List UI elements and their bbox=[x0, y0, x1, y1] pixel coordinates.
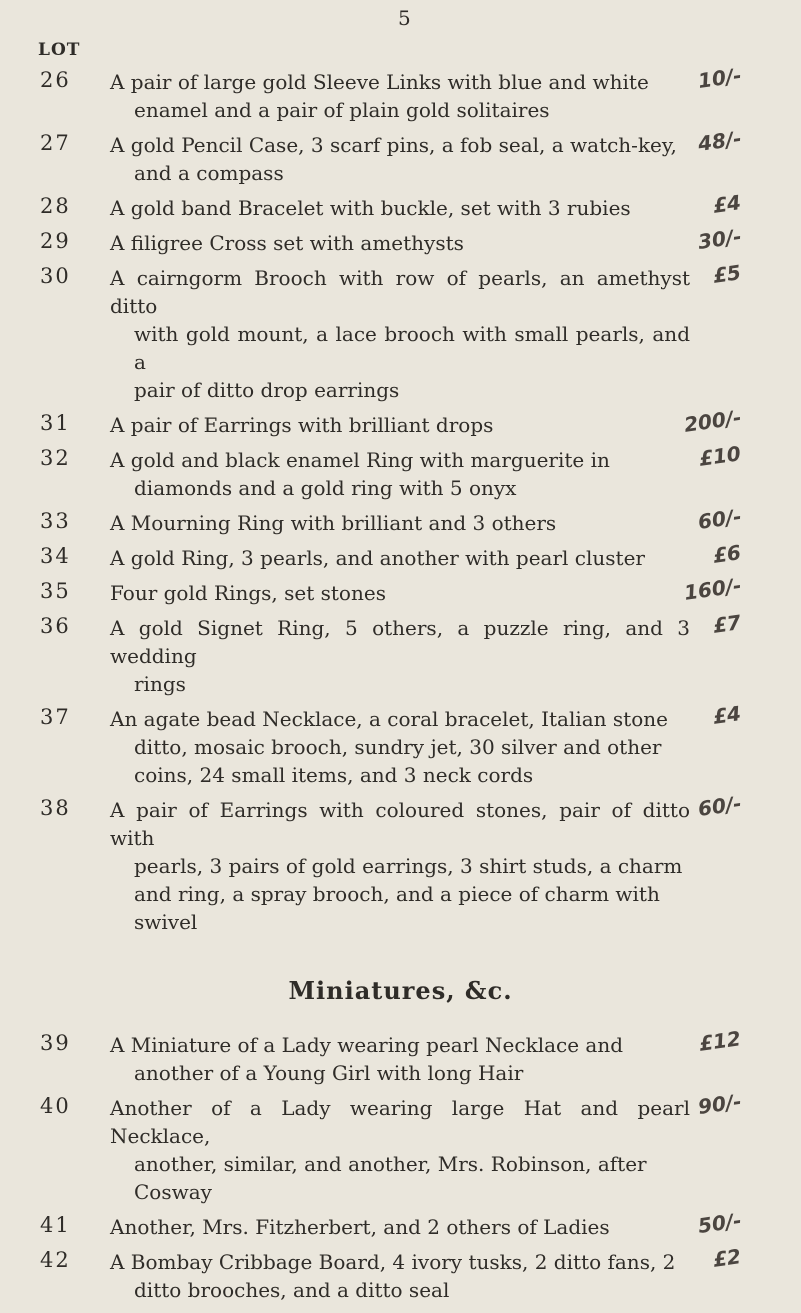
handwritten-price: £4 bbox=[711, 190, 743, 218]
lot-description-line: ditto, mosaic brooch, sundry jet, 30 silver and other bbox=[134, 735, 662, 759]
lot-description-line: Four gold Rings, set stones bbox=[110, 581, 386, 605]
lot-entry bbox=[0, 1208, 801, 1241]
lot-entry bbox=[0, 610, 801, 698]
lot-number: 27 bbox=[40, 131, 71, 155]
lot-description-line: ditto brooches, and a ditto seal bbox=[134, 1278, 450, 1302]
lot-number: 40 bbox=[40, 1094, 71, 1118]
lot-description-line: A gold band Bracelet with buckle, set with 3 rubies bbox=[110, 196, 631, 220]
lot-description bbox=[90, 131, 690, 187]
section-title: Miniatures, &c. bbox=[288, 976, 513, 1005]
handwritten-price: 10/- bbox=[696, 63, 743, 93]
lot-number: 41 bbox=[40, 1213, 71, 1237]
handwritten-price: 30/- bbox=[696, 224, 743, 254]
lot-description-line: pearls, 3 pairs of gold earrings, 3 shirt studs, a charm bbox=[134, 854, 683, 878]
lot-number: 29 bbox=[40, 229, 71, 253]
lot-number: 42 bbox=[40, 1248, 71, 1272]
lot-description-line: coins, 24 small items, and 3 neck cords bbox=[134, 763, 534, 787]
handwritten-price: 60/- bbox=[696, 791, 743, 821]
lot-description bbox=[90, 229, 690, 257]
handwritten-price: £7 bbox=[711, 610, 743, 638]
lot-number: 37 bbox=[40, 705, 71, 729]
lot-description bbox=[90, 446, 690, 502]
lot-entry bbox=[0, 224, 801, 257]
lot-description-line: A Miniature of a Lady wearing pearl Necklace and bbox=[110, 1033, 624, 1057]
handwritten-price: 90/- bbox=[696, 1089, 743, 1119]
lot-description bbox=[90, 1213, 690, 1241]
lot-number: 28 bbox=[40, 194, 71, 218]
handwritten-price: 160/- bbox=[682, 573, 743, 605]
lot-entry bbox=[0, 1089, 801, 1206]
lot-entry bbox=[0, 63, 801, 124]
lot-description-line: and ring, a spray brooch, and a piece of charm with bbox=[134, 882, 660, 906]
lot-description-line: Cosway bbox=[134, 1180, 212, 1204]
lot-entry bbox=[0, 1244, 801, 1304]
lot-description-line: A pair of Earrings with coloured stones, pair of ditto with bbox=[110, 798, 690, 850]
lot-list bbox=[0, 63, 801, 1311]
lot-description-line: A pair of large gold Sleeve Links with blue and white bbox=[110, 70, 649, 94]
lot-description-line: A filigree Cross set with amethysts bbox=[110, 231, 464, 255]
lot-number: 30 bbox=[40, 264, 71, 288]
lot-description bbox=[90, 411, 690, 439]
lot-description-line: A gold Pencil Case, 3 scarf pins, a fob seal, a watch-key, bbox=[110, 133, 677, 157]
lot-description-line: An agate bead Necklace, a coral bracelet, Italian stone bbox=[110, 707, 668, 731]
lot-entry bbox=[0, 260, 801, 404]
lot-description-line: and a compass bbox=[134, 161, 284, 185]
lot-description-line: pair of ditto drop earrings bbox=[134, 378, 400, 402]
lot-description bbox=[90, 796, 690, 936]
lot-number: 38 bbox=[40, 796, 71, 820]
lot-entry bbox=[0, 1026, 801, 1087]
lot-description-line: swivel bbox=[134, 910, 198, 934]
lot-description-line: A cairngorm Brooch with row of pearls, an amethyst ditto bbox=[110, 266, 690, 318]
lot-column-header: LOT bbox=[38, 40, 81, 60]
lot-group-miniatures bbox=[0, 1026, 801, 1304]
lot-group-jewellery bbox=[0, 63, 801, 936]
lot-description-line: A pair of Earrings with brilliant drops bbox=[110, 413, 494, 437]
lot-entry bbox=[0, 701, 801, 789]
lot-description-line: Another of a Lady wearing large Hat and pearl Necklace, bbox=[110, 1096, 690, 1148]
lot-description-line: diamonds and a gold ring with 5 onyx bbox=[134, 476, 517, 500]
lot-description-line: A gold Ring, 3 pearls, and another with pearl cluster bbox=[110, 546, 645, 570]
lot-description-line: with gold mount, a lace brooch with small pearls, and a bbox=[134, 322, 690, 374]
lot-description bbox=[90, 705, 690, 789]
lot-description-line: A Mourning Ring with brilliant and 3 others bbox=[110, 511, 557, 535]
lot-description-line: enamel and a pair of plain gold solitaires bbox=[134, 98, 550, 122]
lot-description bbox=[90, 544, 690, 572]
handwritten-price: £12 bbox=[697, 1026, 743, 1056]
lot-number: 32 bbox=[40, 446, 71, 470]
handwritten-price: 50/- bbox=[696, 1208, 743, 1238]
lot-entry bbox=[0, 405, 801, 439]
lot-description-line: another, similar, and another, Mrs. Robinson, after bbox=[134, 1152, 647, 1176]
lot-number: 34 bbox=[40, 544, 71, 568]
lot-entry bbox=[0, 190, 801, 222]
handwritten-price: £10 bbox=[697, 441, 743, 471]
lot-number: 35 bbox=[40, 579, 71, 603]
lot-description-line: another of a Young Girl with long Hair bbox=[134, 1061, 524, 1085]
handwritten-price: £2 bbox=[711, 1244, 743, 1272]
lot-description bbox=[90, 579, 690, 607]
handwritten-price: £5 bbox=[711, 260, 743, 288]
lot-entry bbox=[0, 441, 801, 502]
handwritten-price: 200/- bbox=[682, 405, 743, 437]
lot-description bbox=[90, 1094, 690, 1206]
handwritten-price: £4 bbox=[711, 701, 743, 729]
lot-entry bbox=[0, 540, 801, 572]
lot-description bbox=[90, 614, 690, 698]
lot-entry bbox=[0, 573, 801, 607]
handwritten-price: 48/- bbox=[696, 126, 743, 156]
lot-description bbox=[90, 509, 690, 537]
handwritten-price: £6 bbox=[711, 540, 743, 568]
page-number: 5 bbox=[398, 6, 411, 30]
lot-description bbox=[90, 68, 690, 124]
lot-description-line: A gold and black enamel Ring with marguerite in bbox=[110, 448, 610, 472]
lot-description bbox=[90, 1248, 690, 1304]
lot-description-line: Another, Mrs. Fitzherbert, and 2 others of Ladies bbox=[110, 1215, 610, 1239]
lot-description-line: A gold Signet Ring, 5 others, a puzzle ring, and 3 wedding bbox=[110, 616, 690, 668]
lot-description-line: A Bombay Cribbage Board, 4 ivory tusks, 2 ditto fans, 2 bbox=[110, 1250, 676, 1274]
lot-description bbox=[90, 1031, 690, 1087]
lot-description-line: rings bbox=[134, 672, 186, 696]
lot-number: 26 bbox=[40, 68, 71, 92]
lot-number: 39 bbox=[40, 1031, 71, 1055]
lot-description bbox=[90, 264, 690, 404]
lot-entry bbox=[0, 504, 801, 537]
lot-number: 31 bbox=[40, 411, 71, 435]
lot-entry bbox=[0, 126, 801, 187]
lot-number: 33 bbox=[40, 509, 71, 533]
lot-description bbox=[90, 194, 690, 222]
lot-number: 36 bbox=[40, 614, 71, 638]
lot-entry bbox=[0, 791, 801, 936]
handwritten-price: 60/- bbox=[696, 504, 743, 534]
